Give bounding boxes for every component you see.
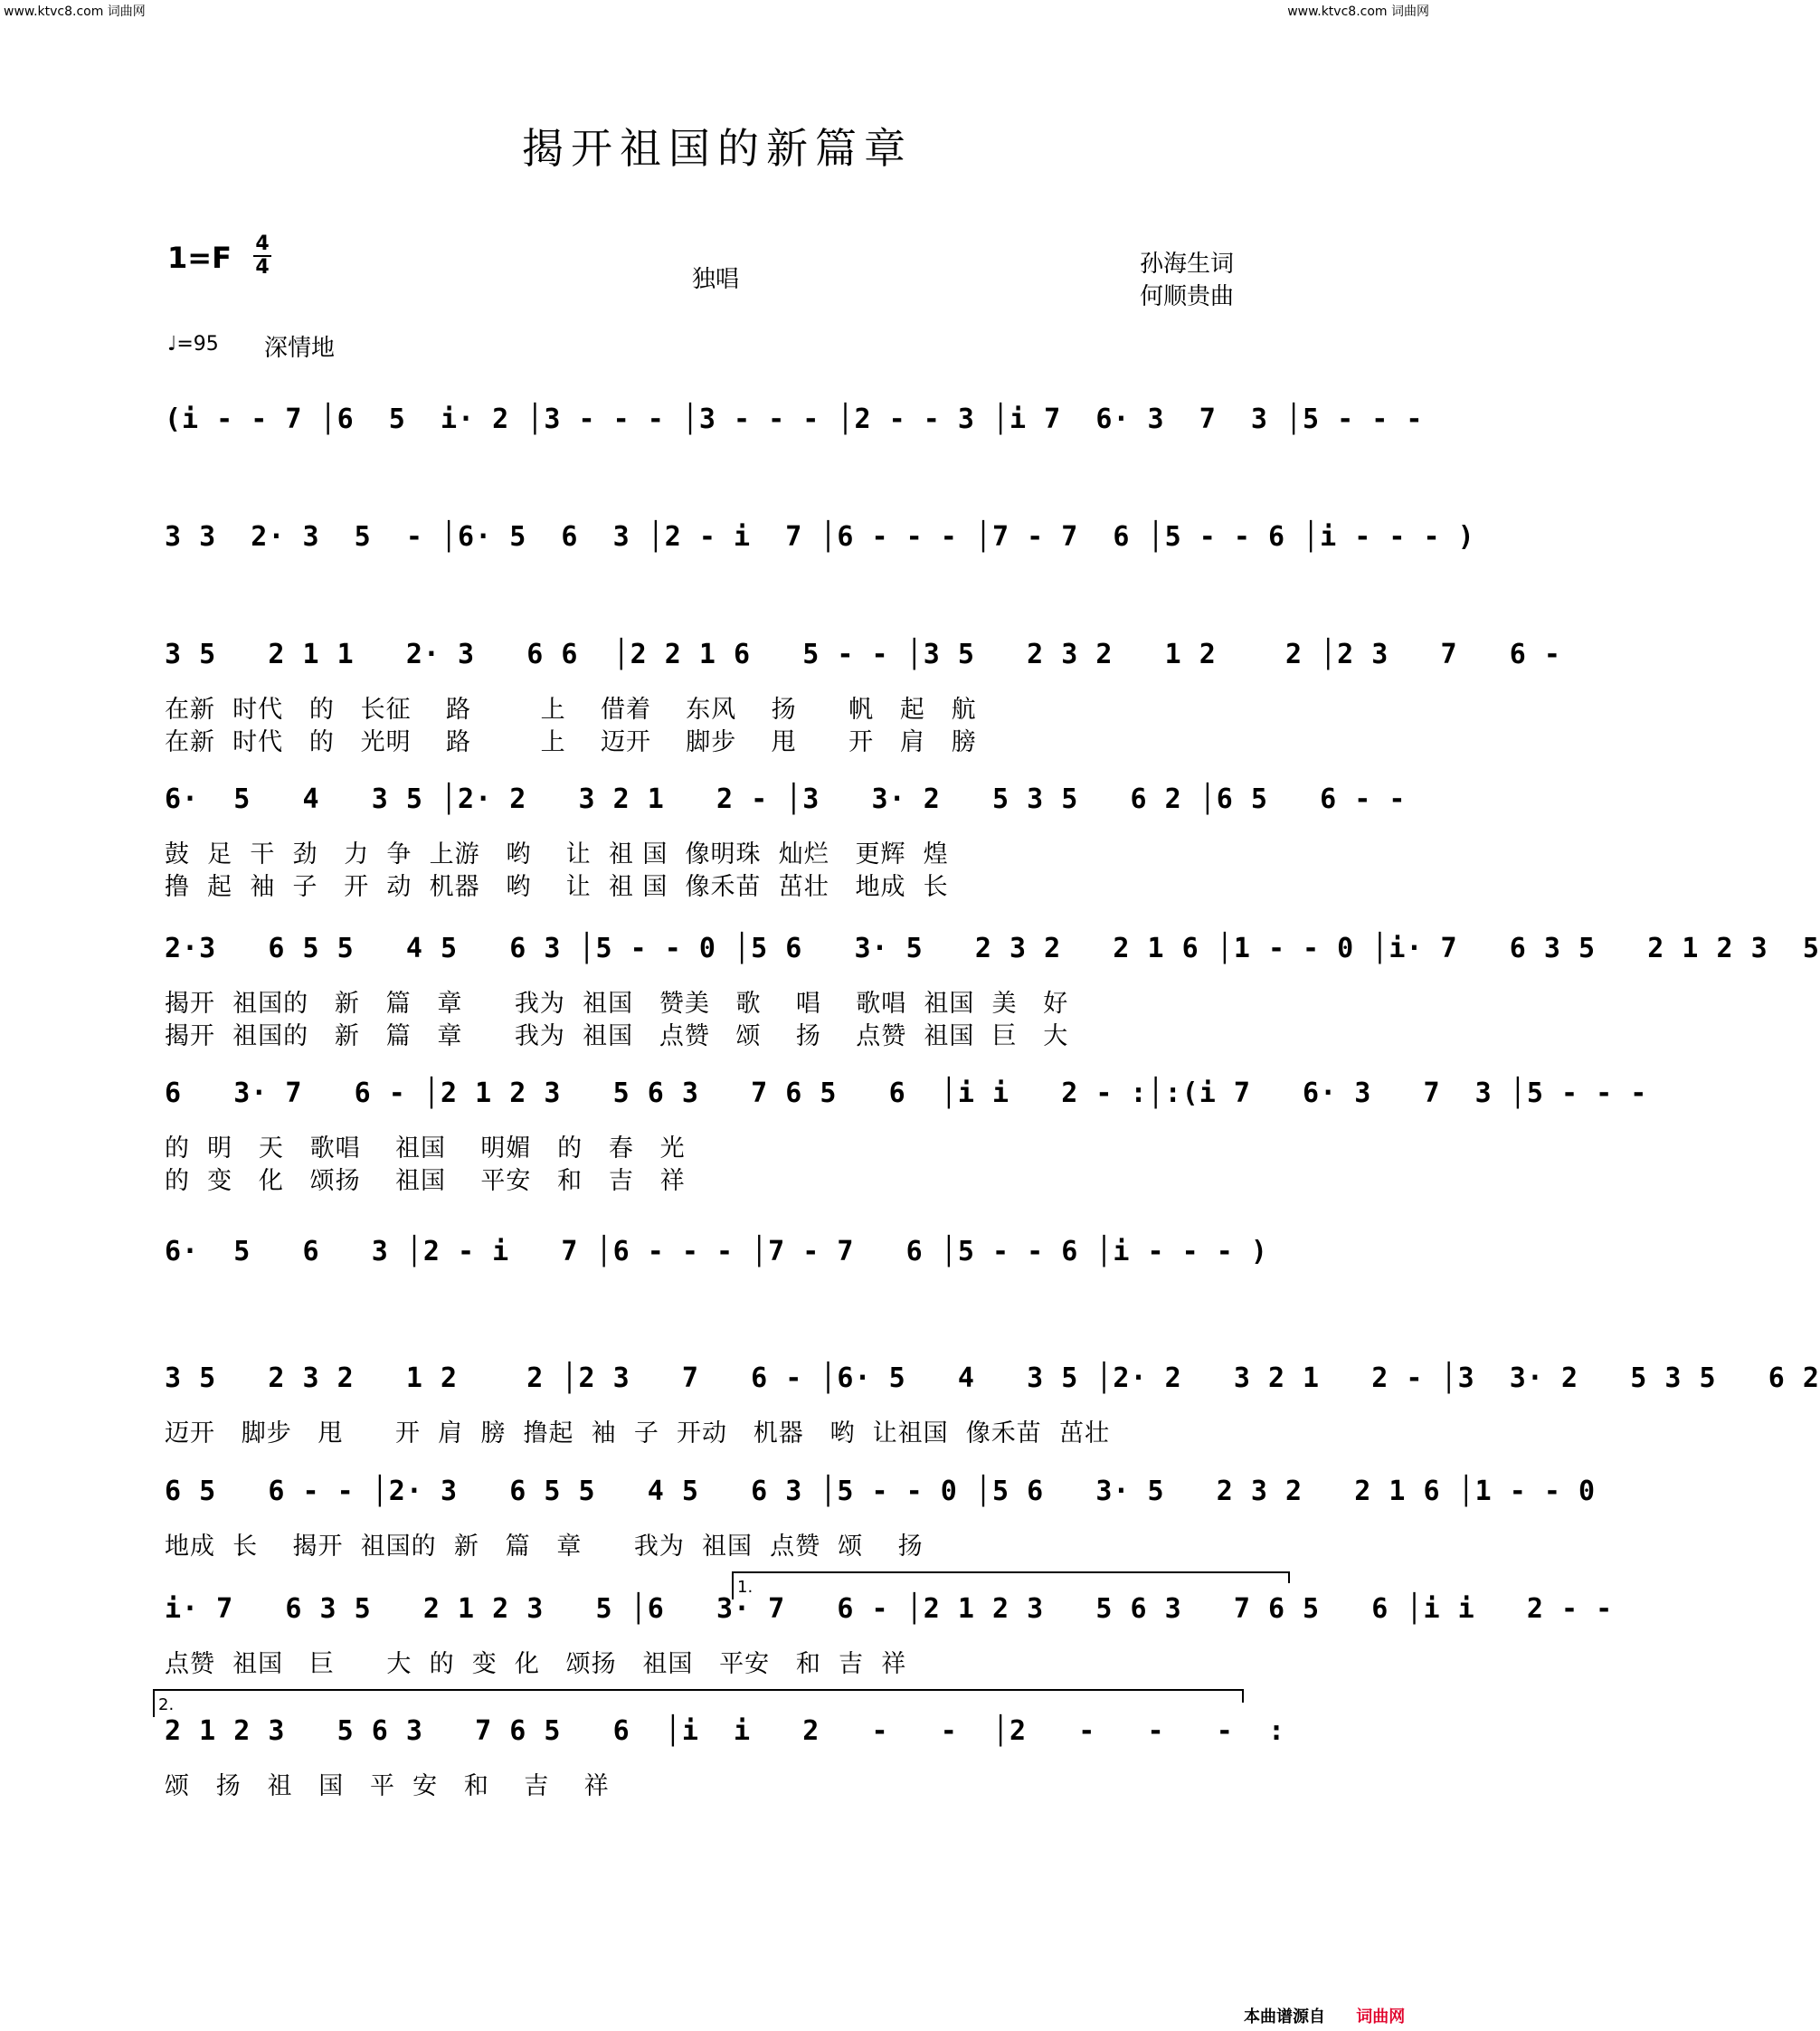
- notes: 3 5 2 3 2 1 2 2 │2 3 7 6 - │6· 5 4 3 5 │2· 2 3 2 1 2 - │3 3· 2 5 3 5 6 2: [165, 1362, 1820, 1394]
- footer-label: 本曲谱源自: [1244, 2007, 1325, 2026]
- tempo-mark: ♩=95: [167, 333, 219, 356]
- notes: 6· 5 6 3 │2 - i 7 │6 - - - │7 - 7 6 │5 - - 6 │i - - - ): [165, 1236, 1268, 1267]
- notes: (i - - 7 │6 5 i· 2 │3 - - - │3 - - - │2 - - 3 │i 7 6· 3 7 3 │5 - - -: [165, 403, 1441, 435]
- composer: 何顺贵曲: [1140, 283, 1235, 310]
- lyric-line: 的 明 天 歌唱 祖国 明媚 的 春 光: [165, 1134, 686, 1163]
- lyric-line: 撸 起 袖 子 开 动 机器 哟 让 祖 国 像禾苗 茁壮 地成 长: [165, 873, 949, 901]
- notes: 6 3· 7 6 - │2 1 2 3 5 6 3 7 6 5 6 │i i 2 - :│:(i 7 6· 3 7 3 │5 - - -: [165, 1077, 1665, 1109]
- time-bottom: 4: [255, 256, 270, 279]
- notes: 2·3 6 5 5 4 5 6 3 │5 - - 0 │5 6 3· 5 2 3 2 2 1 6 │1 - - 0 │i· 7 6 3 5 2 1 2 3 5: [165, 933, 1820, 964]
- site-watermark-right: www.ktvc8.com 词曲网: [1287, 5, 1429, 19]
- volta-second-label: 2.: [158, 1695, 175, 1714]
- volta-second-line: [154, 1690, 1243, 1717]
- time-top: 4: [255, 233, 270, 255]
- site-watermark-left: www.ktvc8.com 词曲网: [4, 5, 146, 19]
- notes: 6 5 6 - - │2· 3 6 5 5 4 5 6 3 │5 - - 0 │5 6 3· 5 2 3 2 2 1 6 │1 - - 0: [165, 1476, 1614, 1507]
- footer-source: [1244, 2004, 1405, 2027]
- lyric-line: 点赞 祖国 巨 大 的 变 化 颂扬 祖国 平安 和 吉 祥: [165, 1650, 907, 1678]
- notes: 3 3 2· 3 5 - │6· 5 6 3 │2 - i 7 │6 - - - │7 - 7 6 │5 - - 6 │i - - - ): [165, 521, 1475, 553]
- lyric-line: 揭开 祖国的 新 篇 章 我为 祖国 点赞 颂 扬 点赞 祖国 巨 大: [165, 1022, 1069, 1050]
- lyric-line: 鼓 足 干 劲 力 争 上游 哟 让 祖 国 像明珠 灿烂 更辉 煌: [165, 840, 949, 868]
- lyric-line: 颂 扬 祖 国 平 安 和 吉 祥: [165, 1772, 610, 1800]
- key-signature: 1=F: [167, 241, 232, 275]
- performance-mode: 独唱: [692, 266, 740, 293]
- lyric-line: 的 变 化 颂扬 祖国 平安 和 吉 祥: [165, 1167, 686, 1195]
- lyric-line: 在新 时代 的 长征 路 上 借着 东风 扬 帆 起 航: [165, 696, 977, 724]
- notes: 2 1 2 3 5 6 3 7 6 5 6 │i i 2 - - │2 - - - :: [165, 1715, 1285, 1747]
- notes: 6· 5 4 3 5 │2· 2 3 2 1 2 - │3 3· 2 5 3 5 6 2 │6 5 6 - -: [165, 783, 1424, 815]
- volta-first-label: 1.: [737, 1578, 754, 1597]
- volta-first-line: [733, 1572, 1289, 1599]
- footer-brand: 词曲网: [1356, 2007, 1406, 2026]
- song-title: 揭开祖国的新篇章: [522, 124, 913, 173]
- notes: 3 5 2 1 1 2· 3 6 6 │2 2 1 6 5 - - │3 5 2 3 2 1 2 2 │2 3 7 6 -: [165, 639, 1579, 670]
- lyricist: 孙海生词: [1140, 251, 1235, 278]
- lyric-line: 揭开 祖国的 新 篇 章 我为 祖国 赞美 歌 唱 歌唱 祖国 美 好: [165, 990, 1069, 1018]
- lyric-line: 地成 长 揭开 祖国的 新 篇 章 我为 祖国 点赞 颂 扬: [165, 1533, 924, 1561]
- expression-mark: 深情地: [264, 335, 336, 362]
- lyric-line: 在新 时代 的 光明 路 上 迈开 脚步 甩 开 肩 膀: [165, 728, 977, 756]
- lyric-line: 迈开 脚步 甩 开 肩 膀 撸起 袖 子 开动 机器 哟 让祖国 像禾苗 茁壮: [165, 1419, 1110, 1447]
- notes: i· 7 6 3 5 2 1 2 3 5 │6 3· 7 6 - │2 1 2 3 5 6 3 7 6 5 6 │i i 2 - -: [165, 1593, 1631, 1625]
